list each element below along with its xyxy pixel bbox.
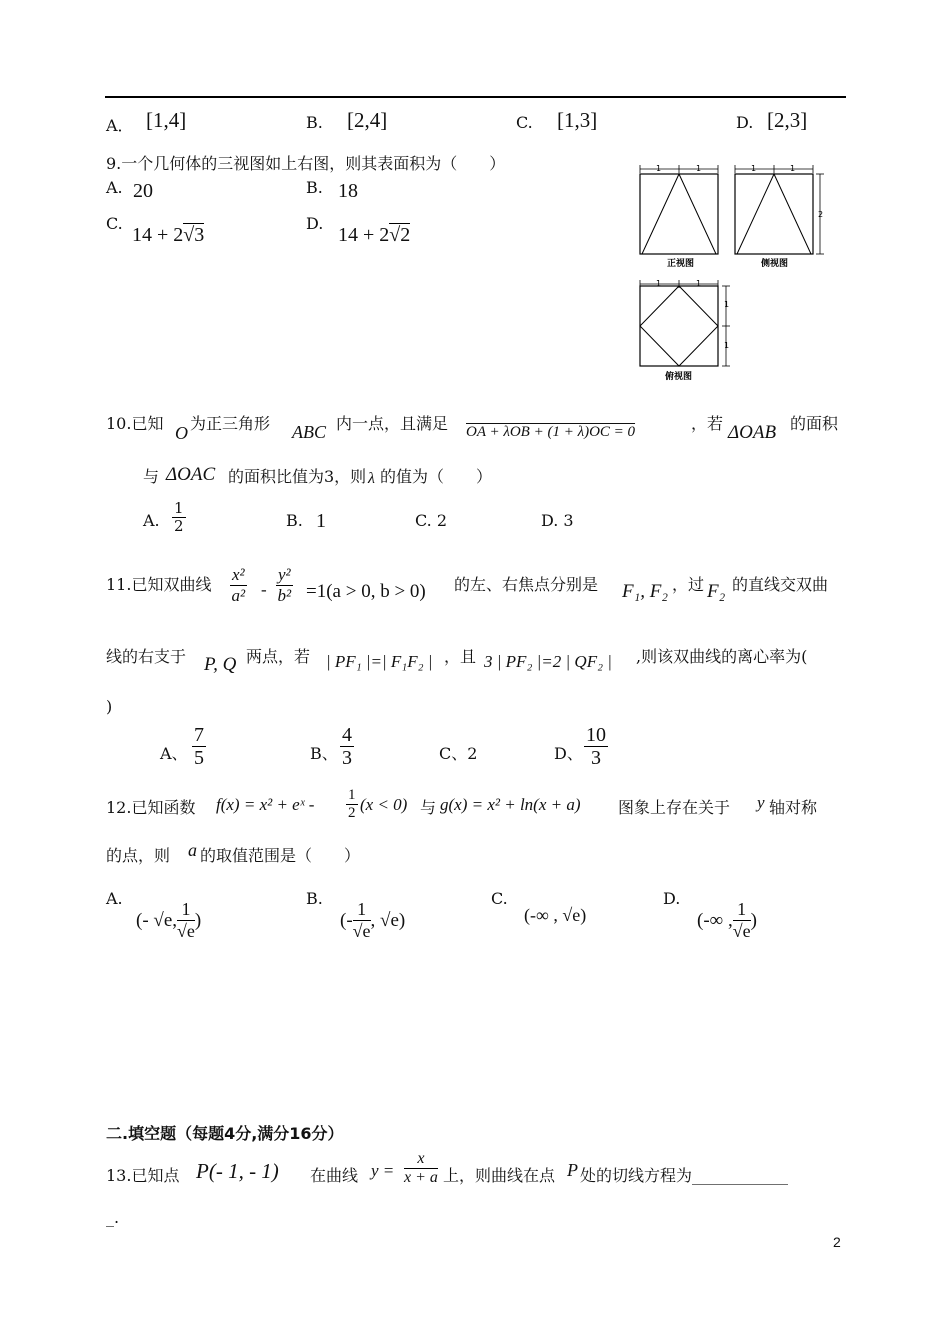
q11-text-1: 11.已知双曲线 bbox=[106, 575, 212, 594]
q10-vector-equation: OA + λOB + (1 + λ)OC = 0 bbox=[466, 424, 636, 440]
q8-option-a-value: [1,4] bbox=[146, 108, 187, 132]
q13-text-1: 13.已知点 bbox=[106, 1166, 180, 1185]
q10-option-b-label: B. bbox=[286, 511, 303, 530]
top-dim-upper: 1 bbox=[724, 300, 730, 309]
q9-option-a-label: A. bbox=[106, 178, 123, 197]
q12-param-a: a bbox=[188, 840, 197, 860]
q9-option-d-label: D. bbox=[306, 214, 324, 233]
q12-function-g: g(x) = x² + ln(x + a) bbox=[440, 795, 581, 814]
q10-text-1: 10.已知 bbox=[106, 414, 164, 433]
q10-lambda: λ bbox=[368, 470, 375, 487]
q11-text-9: ) bbox=[106, 697, 113, 716]
q9-stem: 9.一个几何体的三视图如上右图，则其表面积为（ ） bbox=[106, 154, 506, 173]
q10-triangle-abc: ABC bbox=[292, 422, 326, 442]
q13-text-2: 在曲线 bbox=[310, 1166, 359, 1185]
q11-text-5: 线的右支于 bbox=[106, 647, 187, 666]
q12-option-a-label: A. bbox=[106, 889, 123, 908]
q12-text-6: 的取值范围是（ ） bbox=[200, 846, 361, 865]
q11-text-7: ，且 bbox=[444, 647, 477, 666]
q9-option-c-value: 14 + 2√3 bbox=[132, 224, 205, 246]
q8-option-b-value: [2,4] bbox=[347, 108, 388, 132]
q11-foci: F₁, F₂ bbox=[622, 581, 668, 602]
q10-triangle-oac: ΔOAC bbox=[166, 464, 216, 485]
top-view bbox=[640, 279, 730, 382]
q12-text-3: 图象上存在关于 bbox=[618, 798, 731, 817]
q9-option-c-label: C. bbox=[106, 214, 123, 233]
q10-text-7: 的面积比值为3，则 bbox=[228, 467, 367, 486]
q12-domain: (x < 0) bbox=[360, 795, 408, 814]
q11-option-d-value: $\frac{10}{3}$ bbox=[586, 724, 606, 769]
page-number: 2 bbox=[833, 1234, 841, 1250]
q12-text-1: 12.已知函数 bbox=[106, 798, 196, 817]
q12-text-4: 轴对称 bbox=[769, 798, 818, 817]
q12-half: $\frac{1}{2}$ bbox=[348, 787, 356, 821]
q10-point-o: O bbox=[175, 423, 188, 443]
q11-text-4: 的直线交双曲 bbox=[732, 575, 829, 594]
q8-option-c-label: C. bbox=[516, 113, 533, 132]
q10-triangle-oab: ΔOAB bbox=[728, 422, 777, 443]
q11-option-d-label: D、 bbox=[554, 744, 583, 763]
q11-f2: F₂ bbox=[707, 581, 726, 602]
side-dim-right: 1 bbox=[790, 164, 796, 173]
top-dim-right: 1 bbox=[696, 279, 702, 288]
front-view-label: 正视图 bbox=[667, 259, 695, 269]
q12-option-d-label: D. bbox=[663, 889, 681, 908]
front-view bbox=[640, 164, 718, 269]
front-dim-left: 1 bbox=[656, 164, 662, 173]
q13-point: P(- 1, - 1) bbox=[196, 1159, 279, 1183]
q11-text-2: 的左、右焦点分别是 bbox=[454, 575, 599, 594]
q8-option-a-label: A． bbox=[106, 116, 134, 135]
q8-option-d-value: [2,3] bbox=[767, 108, 808, 132]
q11-option-a-label: A、 bbox=[160, 744, 188, 763]
q11-frac-x: $\frac{\text{x²}}{\text{a²}}$ bbox=[231, 565, 246, 605]
q11-text-6: 两点，若 bbox=[246, 647, 311, 666]
side-dim-left: 1 bbox=[751, 164, 757, 173]
q13-point-p: P bbox=[567, 1160, 578, 1180]
q10-text-4: ，若 bbox=[691, 414, 724, 433]
q13-text-3: 上，则曲线在点 bbox=[443, 1166, 556, 1185]
q12-option-b-value: (- $\frac{1}{√e}$ , √e) bbox=[340, 899, 406, 941]
q9-option-b-label: B. bbox=[306, 178, 323, 197]
top-dim-left: 1 bbox=[656, 279, 662, 288]
q10-text-2: 为正三角形 bbox=[190, 414, 271, 433]
q13-curve-frac: $\frac{x}{x + a}$ bbox=[404, 1150, 438, 1186]
q9-option-d-value: 14 + 2√2 bbox=[338, 224, 411, 246]
q12-text-5: 的点，则 bbox=[106, 846, 171, 865]
front-dim-right: 1 bbox=[696, 164, 702, 173]
q8-option-c-value: [1,3] bbox=[557, 108, 598, 132]
side-view-label: 侧视图 bbox=[761, 259, 789, 269]
q11-option-b-value: $\frac{4}{3}$ bbox=[342, 724, 352, 769]
q8-option-d-label: D. bbox=[736, 113, 754, 132]
top-view-label: 俯视图 bbox=[665, 372, 693, 382]
three-view-figure bbox=[630, 160, 830, 385]
q9-option-b-value: 18 bbox=[338, 180, 358, 202]
q11-option-b-label: B、 bbox=[310, 744, 338, 763]
q10-option-c: C. 2 bbox=[415, 511, 448, 530]
q10-text-5: 的面积 bbox=[790, 414, 839, 433]
q10-text-6: 与 bbox=[143, 467, 160, 486]
q12-option-c-value: (-∞ , √e) bbox=[524, 905, 587, 925]
q13-curve-lhs: y = bbox=[371, 1161, 395, 1180]
q11-frac-y: $\frac{\text{y²}}{\text{b²}}$ bbox=[277, 565, 292, 605]
q11-condition-1: | PF₁ |=| F₁F₂ | bbox=[326, 652, 433, 671]
q12-option-b-label: B. bbox=[306, 889, 323, 908]
q12-option-a-value: (- √e, $\frac{1}{√e}$ ) bbox=[136, 899, 202, 941]
q12-function-f: f(x) = x² + eˣ - bbox=[216, 795, 315, 814]
side-view bbox=[735, 164, 824, 269]
q13-text-5: _. bbox=[106, 1208, 120, 1227]
q12-text-2: 与 bbox=[420, 798, 437, 817]
q10-option-b-value: 1 bbox=[316, 510, 326, 532]
q10-option-d: D. 3 bbox=[541, 511, 574, 530]
q11-text-8: ,则该双曲线的离心率为( bbox=[636, 647, 808, 666]
q11-equation-tail: =1(a > 0, b > 0) bbox=[306, 581, 426, 602]
section-2-heading: 二.填空题（每题4分,满分16分） bbox=[106, 1124, 344, 1143]
q11-option-c: C、2 bbox=[439, 744, 478, 763]
top-dim-lower: 1 bbox=[724, 341, 730, 350]
header-rule bbox=[105, 96, 846, 98]
q11-points-pq: P, Q bbox=[204, 654, 237, 675]
q12-y-axis: y bbox=[757, 793, 765, 812]
q10-option-a-label: A. bbox=[143, 511, 160, 530]
q8-option-b-label: B. bbox=[306, 113, 323, 132]
q11-minus: - bbox=[261, 580, 267, 599]
side-dim-height: 2 bbox=[818, 210, 824, 219]
q12-option-d-value: (-∞ , $\frac{1}{√e}$ ) bbox=[697, 899, 757, 941]
q13-text-4: 处的切线方程为____________ bbox=[580, 1166, 789, 1185]
q11-condition-2: 3 | PF₂ |=2 | QF₂ | bbox=[484, 652, 612, 671]
q9-option-a-value: 20 bbox=[133, 180, 153, 202]
q10-text-8: 的值为（ ） bbox=[380, 467, 493, 486]
q11-option-a-value: $\frac{7}{5}$ bbox=[194, 724, 204, 769]
q12-option-c-label: C. bbox=[491, 889, 508, 908]
q11-text-3: ，过 bbox=[672, 575, 705, 594]
q10-option-a-value: $\frac{1}{2}$ bbox=[174, 499, 184, 535]
q10-text-3: 内一点，且满足 bbox=[336, 414, 449, 433]
